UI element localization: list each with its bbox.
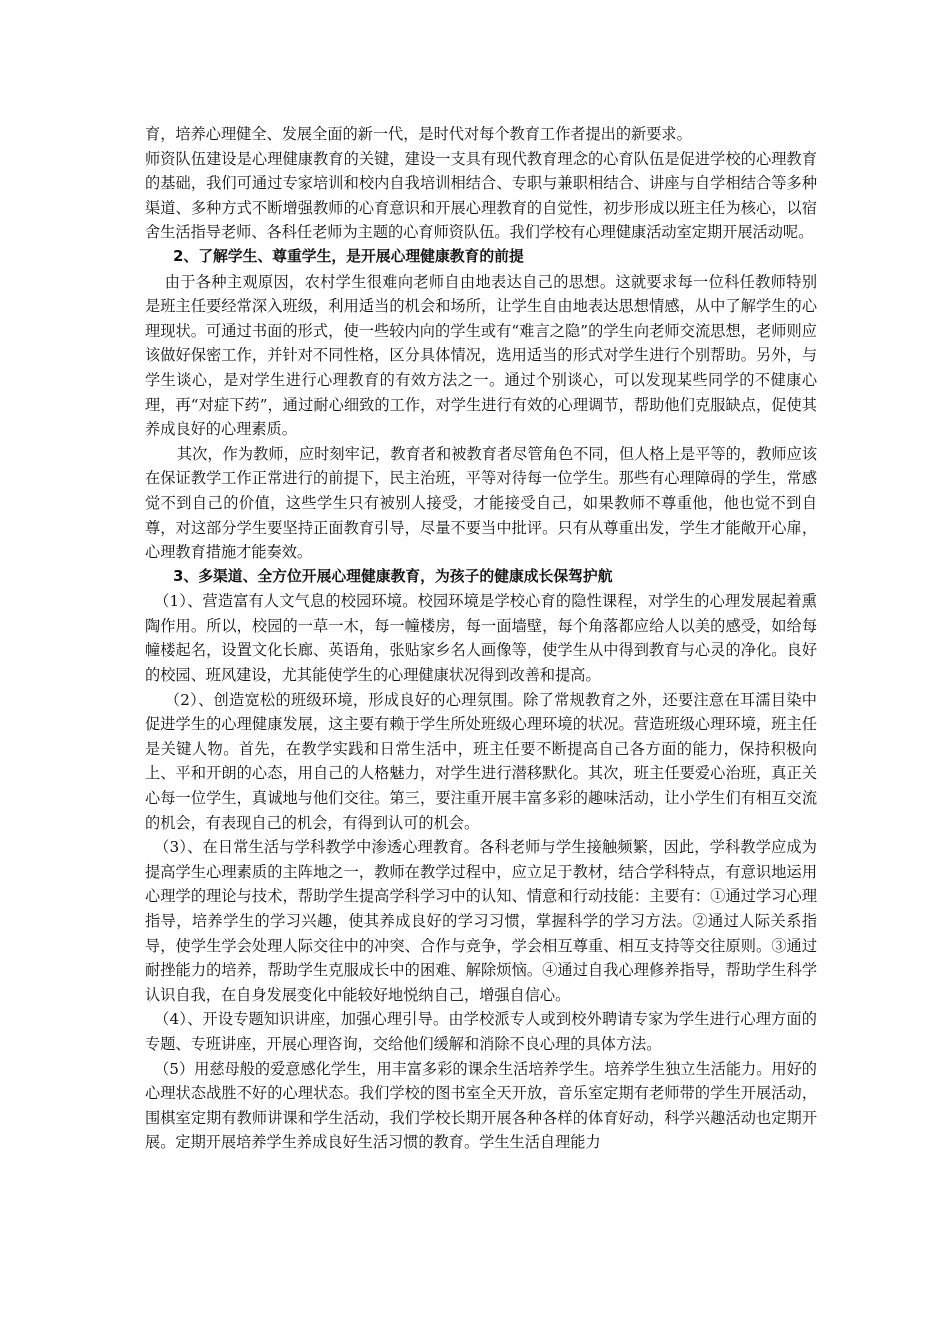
paragraph-1: 育，培养心理健全、发展全面的新一代，是时代对每个教育工作者提出的新要求。 <box>145 125 692 143</box>
paragraph-item-3: （3）、在日常生活与学科教学中渗透心理教育。各科老师与学生接触频繁，因此，学科教学应成为提高学生心理素质的主阵地之一，教师在教学过程中，应立足于教材，结合学科特点，有意识地运用心理学的理论与技术，帮助学生提高学科学习中的认知、情意和行动技能：主要有：①通过学习心理指导，培养学生的学习兴趣，使其养成良好的学习习惯，掌握科学的学习方法。②通过人际关系指导，使学生学会处理人际交往中的冲突、合作与竞争，学会相互尊重、相互支持等交往原则。③通过耐挫能力的培养，帮助学生克服成长中的困难、解除烦恼。④通过自我心理修养指导，帮助学生科学认识自我，在自身发展变化中能较好地悦纳自己，增强自信心。 <box>145 838 817 1004</box>
paragraph-item-4: （4）、开设专题知识讲座，加强心理引导。由学校派专人或到校外聘请专家为学生进行心理方面的专题、专班讲座，开展心理咨询，交给他们缓解和消除不良心理的具体方法。 <box>145 1010 817 1053</box>
section-heading-3: 3、多渠道、全方位开展心理健康教育，为孩子的健康成长保驾护航 <box>173 567 613 585</box>
paragraph-item-1: （1）、营造富有人文气息的校园环境。校园环境是学校心育的隐性课程，对学生的心理发展起着熏陶作用。所以，校园的一草一木，每一幢楼房，每一面墙壁，每个角落都应给人以美的感受，如给每幢楼起名，设置文化长廊、英语角，张贴家乡名人画像等，使学生从中得到教育与心灵的净化。良好的校园、班风建设，尤其能使学生的心理健康状况得到改善和提高。 <box>145 592 817 685</box>
paragraph-4: 其次，作为教师，应时刻牢记，教育者和被教育者尽管角色不同，但人格上是平等的，教师应该在保证教学工作正常进行的前提下，民主治班，平等对待每一位学生。那些有心理障碍的学生，常感觉不到自己的价值，这些学生只有被别人接受，才能接受自己，如果教师不尊重他，他也觉不到自尊，对这部分学生要坚持正面教育引导，尽量不要当中批评。只有从尊重出发，学生才能敞开心扉，心理教育措施才能奏效。 <box>145 444 817 562</box>
document-body <box>145 122 817 1155</box>
paragraph-3: 由于各种主观原因，农村学生很难向老师自由地表达自己的思想。这就要求每一位科任教师特别是班主任要经常深入班级，利用适当的机会和场所，让学生自由地表达思想情感，从中了解学生的心理现状。可通过书面的形式，使一些较内向的学生或有“难言之隐”的学生向老师交流思想，老师则应该做好保密工作，并针对不同性格，区分具体情况，选用适当的形式对学生进行个别帮助。另外，与学生谈心，是对学生进行心理教育的有效方法之一。通过个别谈心，可以发现某些同学的不健康心理，再“对症下药”，通过耐心细致的工作，对学生进行有效的心理调节，帮助他们克服缺点，促使其养成良好的心理素质。 <box>145 272 817 439</box>
paragraph-2: 师资队伍建设是心理健康教育的关键，建设一支具有现代教育理念的心育队伍是促进学校的心理教育的基础，我们可通过专家培训和校内自我培训相结合、专职与兼职相结合、讲座与自学相结合等多种渠道、多种方式不断增强教师的心育意识和开展心理教育的自觉性，初步形成以班主任为核心，以宿舍生活指导老师、各科任老师为主题的心育师资队伍。我们学校有心理健康活动室定期开展活动呢。 <box>145 149 817 242</box>
paragraph-item-2: （2）、创造宽松的班级环境，形成良好的心理氛围。除了常规教育之外，还要注意在耳濡目染中促进学生的心理健康发展，这主要有赖于学生所处班级心理环境的状况。营造班级心理环境，班主任是关键人物。首先，在教学实践和日常生活中，班主任要不断提高自己各方面的能力，保持积极向上、平和开朗的心态，用自己的人格魅力，对学生进行潜移默化。其次，班主任要爱心治班，真正关心每一位学生，真诚地与他们交往。第三，要注重开展丰富多彩的趣味活动，让小学生们有相互交流的机会，有表现自己的机会，有得到认可的机会。 <box>145 690 817 832</box>
section-heading-2: 2、了解学生、尊重学生，是开展心理健康教育的前提 <box>173 247 524 265</box>
paragraph-item-5: （5）用慈母般的爱意感化学生，用丰富多彩的课余生活培养学生。培养学生独立生活能力。用好的心理状态战胜不好的心理状态。我们学校的图书室全天开放，音乐室定期有老师带的学生开展活动，围棋室定期有教师讲课和学生活动，我们学校长期开展各种各样的体育好动，科学兴趣活动也定期开展。定期开展培养学生养成良好生活习惯的教育。学生生活自理能力 <box>145 1059 817 1152</box>
